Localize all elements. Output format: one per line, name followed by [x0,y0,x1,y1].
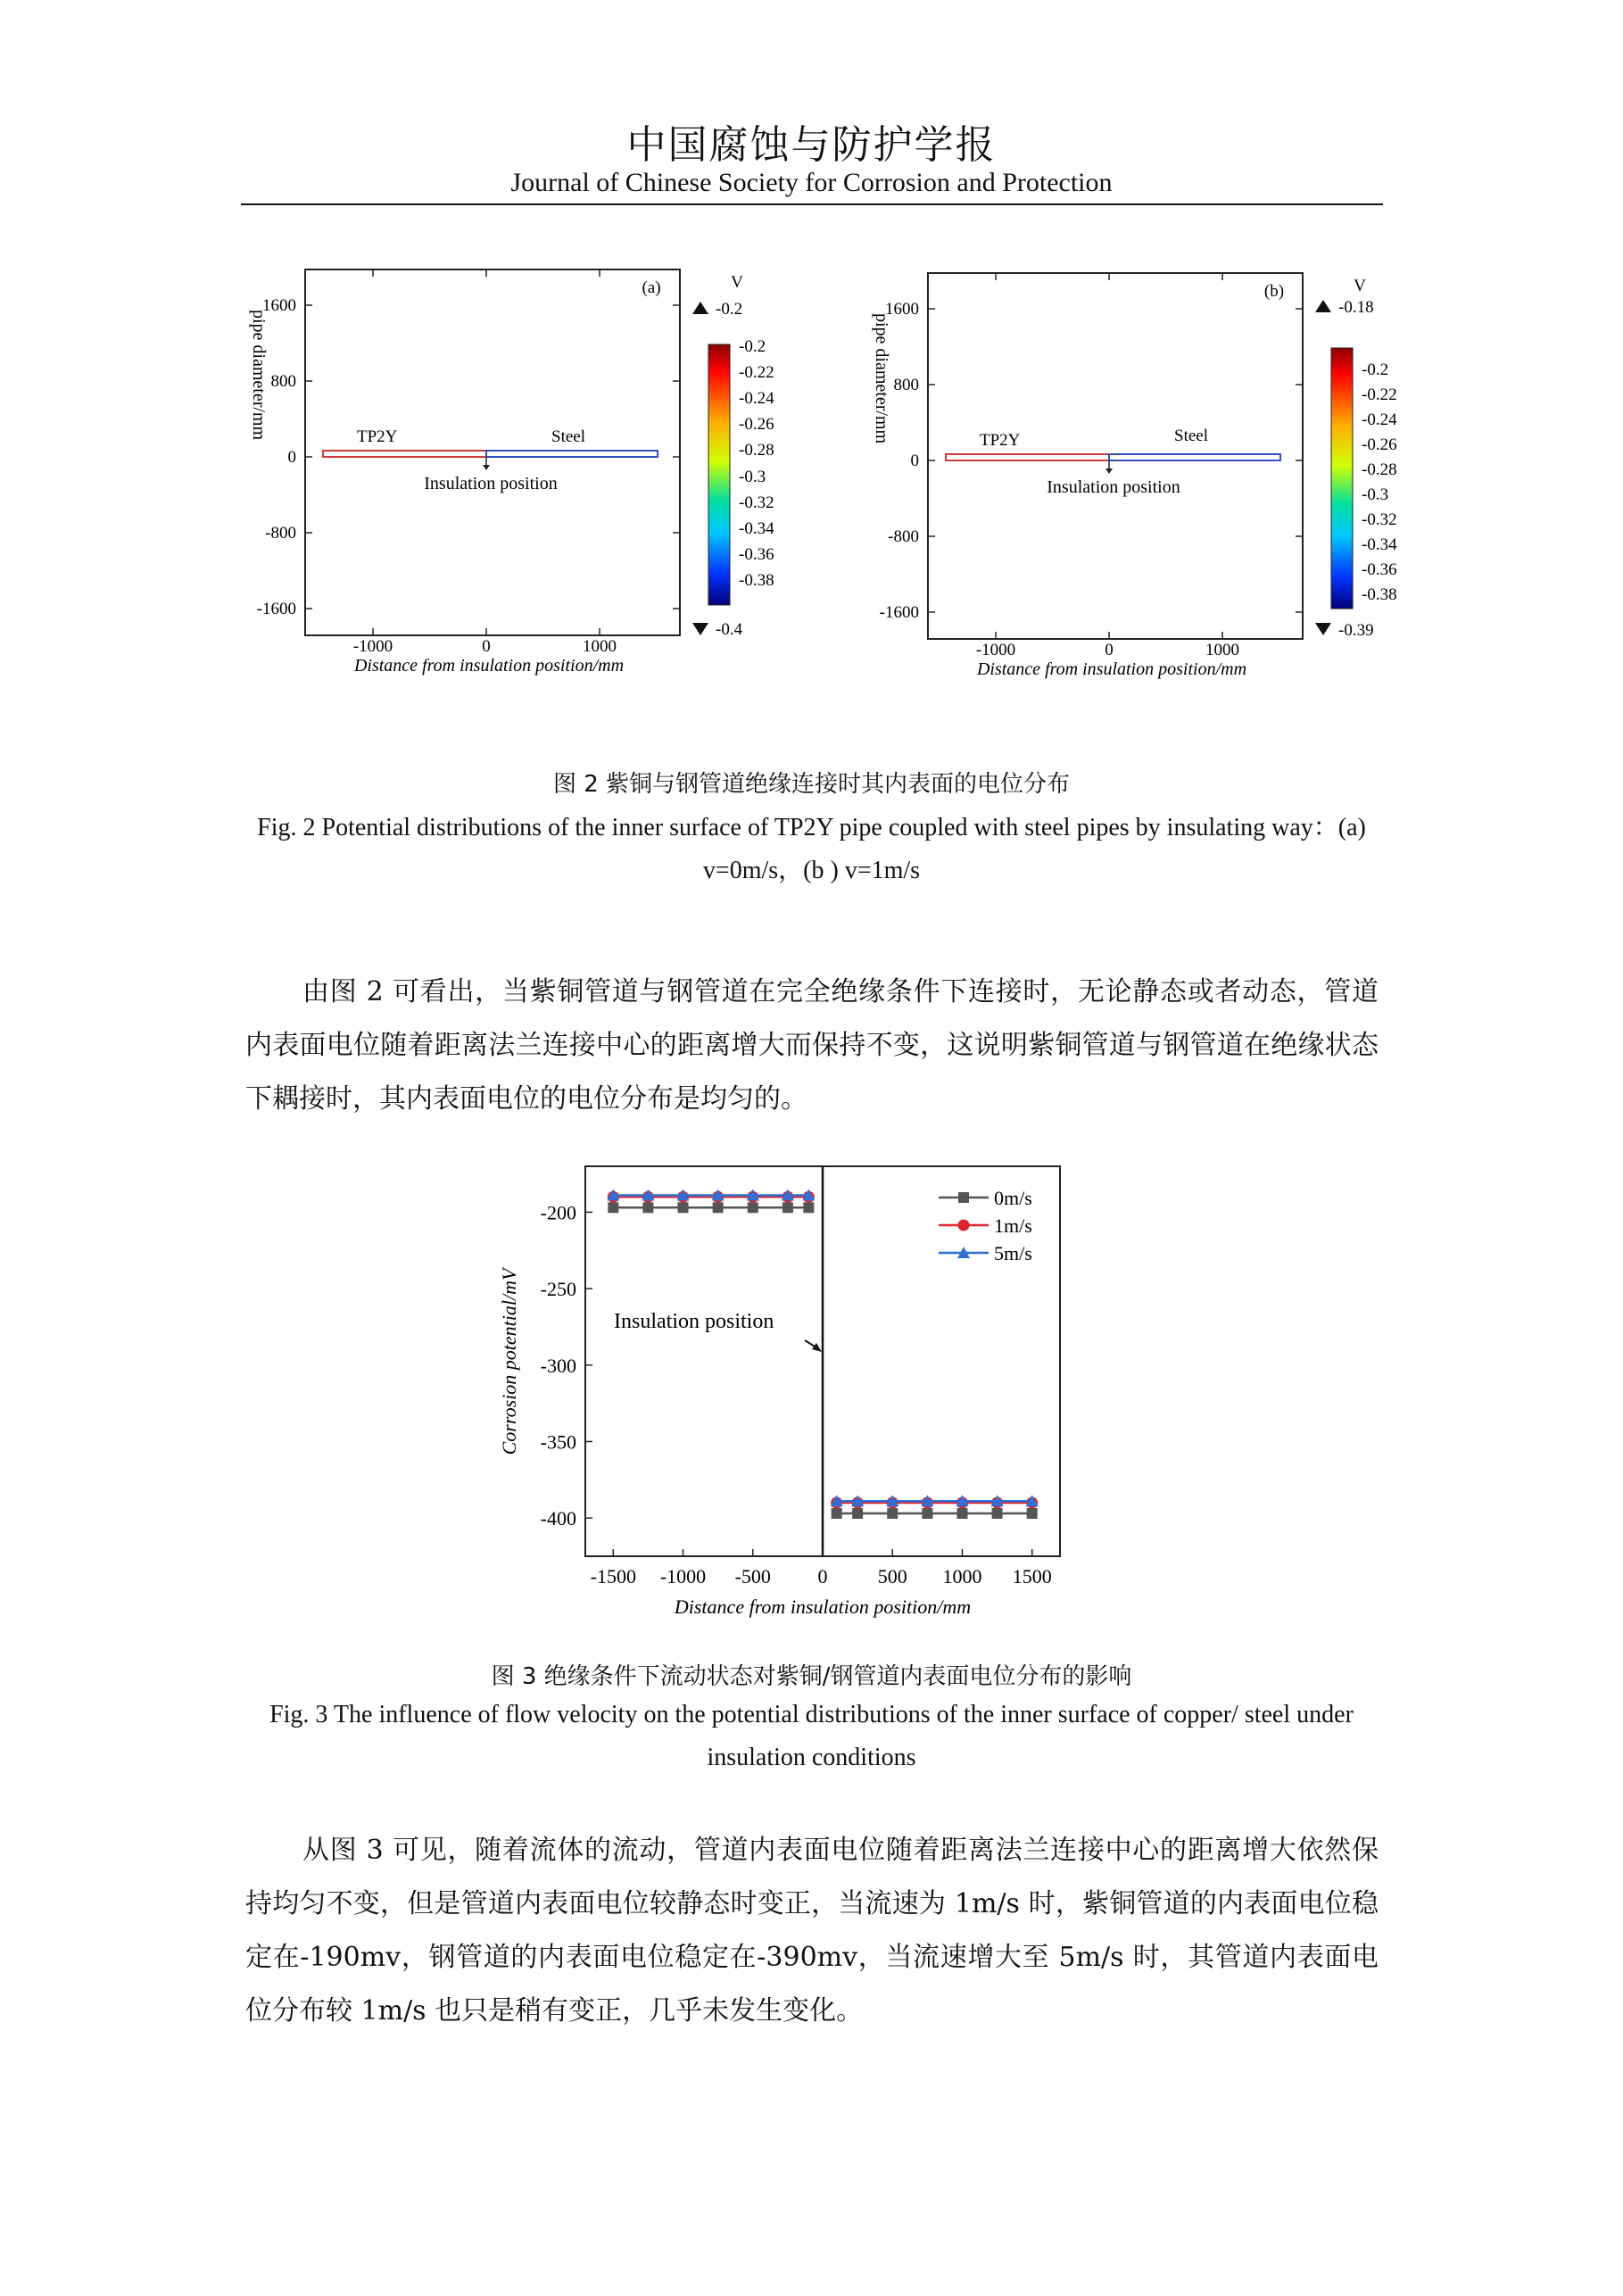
panel-b-cbar-tick: -0.22 [1362,385,1397,404]
figure-2 [241,259,1437,687]
panel-a-arrow-head [483,465,490,470]
x-tick-label: 0 [817,1565,828,1587]
panel-b-colorbar-unit: V [1354,277,1366,295]
figure-2-caption-en-line1: Fig. 2 Potential distributions of the inner surface of TP2Y pipe coupled with steel pipes by insulating way：(a) [257,814,1366,841]
x-tick-label: 1000 [942,1565,982,1587]
legend-marker [958,1220,970,1231]
panel-a-colorbar [708,344,730,605]
x-tick-label: -1500 [590,1565,636,1587]
panel-a-ytick: -800 [265,524,296,543]
x-tick-label: -1000 [659,1565,707,1587]
panel-a-cbar-tick: -0.24 [739,389,774,408]
panel-b-cbar-tick: -0.34 [1362,535,1397,554]
figure-3-caption-en-line2: insulation conditions [707,1744,916,1771]
panel-b-steel-label: Steel [1174,427,1208,445]
panel-b-colorbar-min: -0.39 [1338,621,1374,640]
data-point [642,1202,653,1213]
panel-b-ytick: 1600 [885,300,919,319]
y-tick-label: -400 [540,1507,576,1530]
panel-a-xtick: 0 [482,637,491,656]
panel-b-xtick: 1000 [1205,641,1239,659]
panel-b-cbar-tick: -0.28 [1362,460,1397,479]
panel-a-tp2y-pipe [323,451,486,457]
panel-a-cbar-tick: -0.36 [739,545,774,564]
panel-b-arrow-head [1105,468,1113,474]
data-point [608,1202,618,1213]
journal-title-en: Journal of Chinese Society for Corrosion and Protection [510,168,1113,197]
panel-b-cbar-tick: -0.38 [1362,585,1397,604]
panel-a-steel-pipe [486,451,658,457]
data-point [678,1202,689,1213]
panel-b-xlabel: Distance from insulation position/mm [976,659,1247,679]
panel-a-xtick: -1000 [352,637,393,656]
data-point [922,1508,932,1519]
panel-a-xlabel: Distance from insulation position/mm [353,656,625,676]
panel-b-colorbar-max: -0.18 [1338,298,1374,317]
panel-b-ytick: 800 [893,376,919,394]
chart-x-axis [591,1549,1052,1587]
journal-title-cn: 中国腐蚀与防护学报 [626,122,997,168]
y-tick-label: -200 [540,1201,576,1224]
data-point [1027,1508,1038,1519]
panel-b-cbar-tick: -0.32 [1362,510,1397,529]
panel-a-colorbar-unit: V [731,273,743,292]
panel-a-ytick: 1600 [262,296,296,315]
panel-a-colorbar-min: -0.4 [716,620,743,639]
panel-b-ytick: -800 [888,527,919,546]
panel-b-label: (b) [1263,282,1285,301]
x-tick-label: 1500 [1012,1565,1052,1587]
data-point [713,1202,724,1213]
panel-a-ytick: 0 [287,448,296,467]
data-point [803,1202,814,1213]
panel-a-ytick: -1600 [256,600,296,618]
panel-a-max-arrow-icon [692,302,708,314]
panel-a-min-arrow-icon [692,623,708,635]
panel-b-tp2y-pipe [946,454,1109,460]
panel-b-insulation-label: Insulation position [1047,477,1180,497]
figure-3-chart [482,1151,1106,1633]
panel-a-cbar-tick: -0.28 [739,441,774,460]
legend-label: 1m/s [994,1214,1032,1237]
x-tick-label: 500 [877,1565,907,1587]
header-rule [241,203,1383,205]
panel-a-cbar-tick: -0.34 [739,519,774,538]
panel-a-xtick: 1000 [583,637,617,656]
panel-b-cbar-tick: -0.24 [1362,410,1397,429]
y-tick-label: -350 [540,1430,576,1454]
data-point [832,1508,842,1519]
panel-a-steel-label: Steel [551,427,585,446]
body-paragraph-2: 从图 3 可见，随着流体的流动，管道内表面电位随着距离法兰连接中心的距离增大依然保持均匀不变，但是管道内表面电位较静态时变正，当流速为 1m/s 时，紫铜管道的内表面电位稳定在-190mv，钢管道的内表面电位稳定在-390mv，当流速增大至 5m/s 时，其管道内表面电位分布较 1m/s 也只是稍有变正，几乎未发生变化。 [245,1835,1379,2027]
panel-b-colorbar [1331,348,1353,609]
annotation-arrow-head [812,1343,822,1352]
panel-b-max-arrow-icon [1315,300,1331,312]
panel-a-cbar-tick: -0.3 [739,468,766,486]
figure-2-caption-cn: 图 2 紫铜与钢管道绝缘连接时其内表面的电位分布 [552,771,1071,798]
panel-b-tp2y-label: TP2Y [980,431,1021,450]
body-paragraph-1: 由图 2 可看出，当紫铜管道与钢管道在完全绝缘条件下连接时，无论静态或者动态，管道内表面电位随着距离法兰连接中心的距离增大而保持不变，这说明紫铜管道与钢管道在绝缘状态下耦接时，其内表面电位的电位分布是均匀的。 [245,976,1379,1115]
data-point [783,1202,793,1213]
panel-a-cbar-tick: -0.38 [739,571,774,590]
x-tick-label: -500 [734,1565,771,1587]
panel-a-tp2y-label: TP2Y [357,427,398,446]
data-point [956,1508,967,1519]
panel-a-insulation-label: Insulation position [424,474,558,493]
panel-b-ytick: -1600 [879,603,919,622]
chart-xlabel: Distance from insulation position/mm [674,1596,972,1618]
figure-2-panel-b [872,273,1397,679]
panel-a-cbar-tick: -0.22 [739,363,774,382]
panel-b-min-arrow-icon [1315,623,1331,635]
panel-b-ytick: 0 [910,452,919,470]
legend-label: 5m/s [994,1242,1032,1264]
panel-b-cbar-tick: -0.2 [1362,361,1389,379]
figure-2-caption-en-line2: v=0m/s，(b ) v=1m/s [702,857,921,884]
panel-b-xtick: -1000 [975,641,1016,659]
y-tick-label: -300 [540,1354,576,1377]
data-point [887,1508,898,1519]
panel-a-ytick: 800 [270,372,296,391]
panel-b-xtick: 0 [1105,641,1114,659]
figure-2-panel-a [249,269,774,676]
chart-annotation: Insulation position [614,1310,774,1333]
chart-legend [939,1187,1032,1264]
panel-b-cbar-tick: -0.36 [1362,560,1397,579]
panel-b-cbar-tick: -0.3 [1362,485,1389,504]
data-point [852,1508,863,1519]
panel-a-cbar-tick: -0.32 [739,493,774,512]
data-point [992,1508,1003,1519]
panel-b-ylabel: pipe diameter/mm [872,312,891,444]
panel-a-ylabel: pipe diameter/mm [249,309,269,441]
panel-a-cbar-tick: -0.26 [739,415,774,434]
figure-3-caption-en-line1: Fig. 3 The influence of flow velocity on the potential distributions of the inner surface of copper/ steel under [269,1701,1354,1728]
panel-a-colorbar-max: -0.2 [716,300,743,319]
panel-b-steel-pipe [1109,454,1280,460]
panel-a-label: (a) [642,278,661,297]
panel-a-cbar-tick: -0.2 [739,337,766,356]
legend-label: 0m/s [994,1187,1032,1209]
data-point [748,1202,758,1213]
figure-3-caption-cn: 图 3 绝缘条件下流动状态对紫铜/钢管道内表面电位分布的影响 [491,1663,1132,1690]
legend-marker [958,1192,969,1203]
panel-b-cbar-tick: -0.26 [1362,435,1397,454]
y-tick-label: -250 [540,1278,576,1301]
chart-ylabel: Corrosion potential/mV [498,1268,520,1455]
